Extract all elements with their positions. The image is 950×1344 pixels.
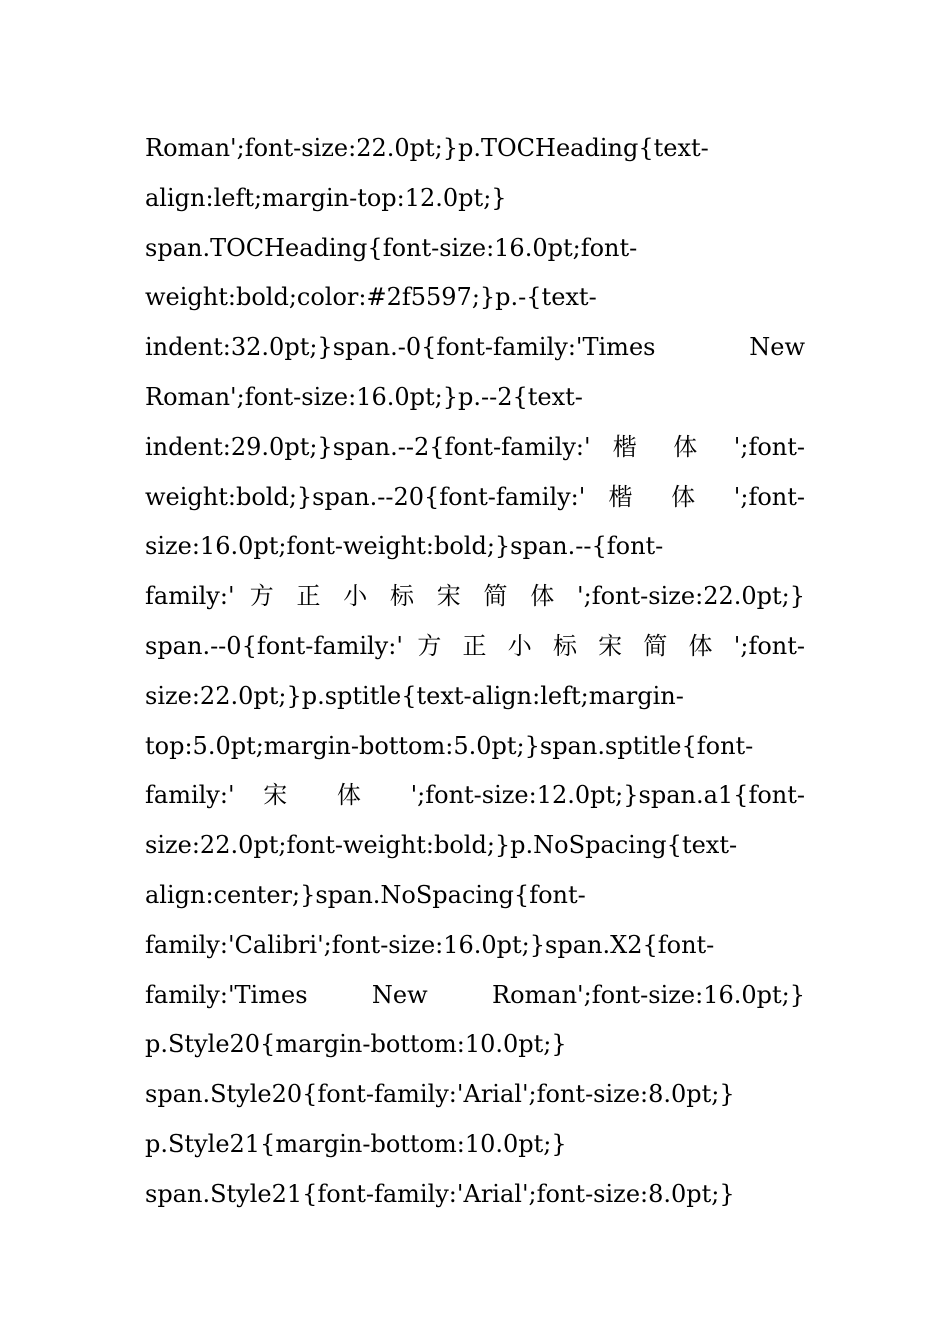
text-line: weight:bold;color:#2f5597;}p.-{text- [145, 283, 597, 312]
text-line: family:' 方 正 小 标 宋 简 体 ';font-size:22.0pt;} [145, 582, 805, 611]
text-line: align:left;margin-top:12.0pt;} [145, 183, 507, 212]
text-line: size:22.0pt;}p.sptitle{text-align:left;margin- [145, 681, 684, 710]
text-line: indent:32.0pt;}span.-0{font-family:'Times New [145, 333, 805, 362]
text-line: top:5.0pt;margin-bottom:5.0pt;}span.sptitle{font- [145, 731, 754, 760]
document-body [145, 124, 805, 1220]
text-line: family:'Calibri';font-size:16.0pt;}span.X2{font- [145, 930, 715, 959]
text-line: Roman';font-size:22.0pt;}p.TOCHeading{text- [145, 134, 709, 162]
text-line: size:16.0pt;font-weight:bold;}span.--{font- [145, 532, 664, 561]
text-line: family:'Times New Roman';font-size:16.0pt;} [145, 980, 805, 1009]
text-line: weight:bold;}span.--20{font-family:' 楷 体 ';font- [145, 482, 805, 511]
text-line: span.TOCHeading{font-size:16.0pt;font- [145, 233, 638, 262]
text-line: indent:29.0pt;}span.--2{font-family:' 楷 体 ';font- [145, 432, 805, 461]
text-line: family:' 宋 体 ';font-size:12.0pt;}span.a1{font- [145, 781, 805, 810]
text-line: span.Style20{font-family:'Arial';font-size:8.0pt;} [145, 1080, 735, 1109]
text-line: span.--0{font-family:' 方 正 小 标 宋 简 体 ';font- [145, 631, 805, 660]
text-line: span.Style21{font-family:'Arial';font-size:8.0pt;} [145, 1179, 735, 1208]
text-line: p.Style21{margin-bottom:10.0pt;} [145, 1129, 567, 1158]
text-line: align:center;}span.NoSpacing{font- [145, 880, 586, 909]
text-line: Roman';font-size:16.0pt;}p.--2{text- [145, 382, 583, 411]
text-line: p.Style20{margin-bottom:10.0pt;} [145, 1030, 567, 1059]
text-line: size:22.0pt;font-weight:bold;}p.NoSpacing{text- [145, 831, 738, 860]
